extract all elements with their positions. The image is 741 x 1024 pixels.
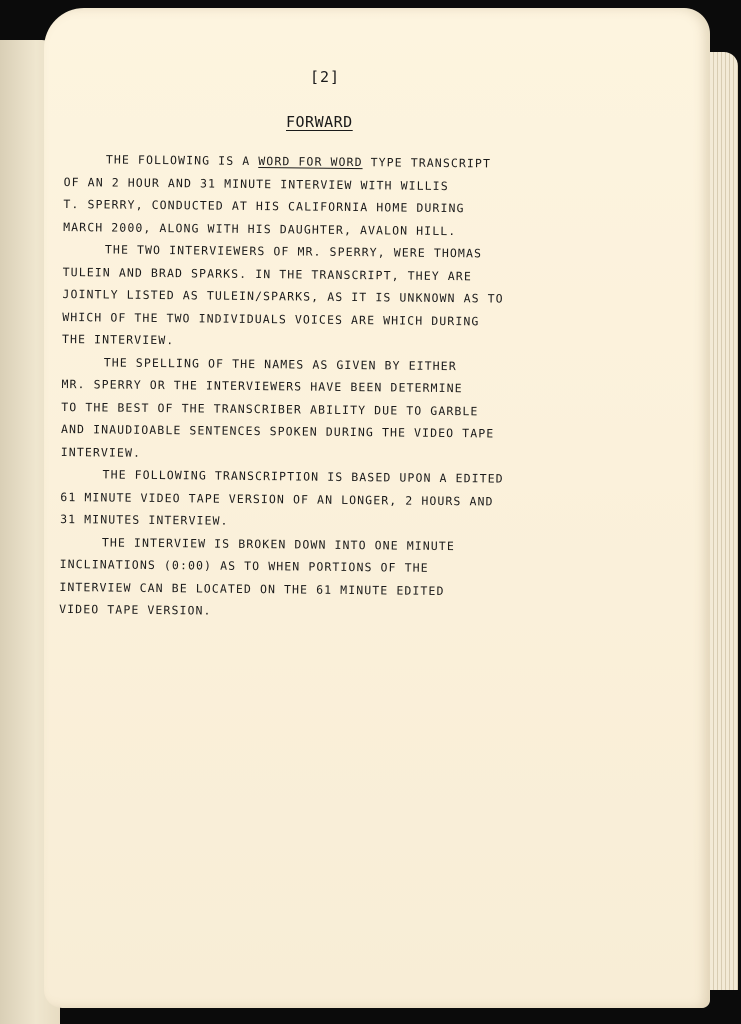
paragraph-1-rest: TYPE TRANSCRIPT OF AN 2 HOUR AND 31 MINUTE INTERVIEW WITH WILLIS T. SPERRY, CONDUCTED AT HIS CALIFORNIA HOME DURING MARCH 2000, ALONG WITH HIS DAUGHTER, AVALON HILL. [63,155,492,238]
paragraph-2: THE TWO INTERVIEWERS OF MR. SPERRY, WERE THOMAS TULEIN AND BRAD SPARKS. IN THE TRANSCRIPT, THEY ARE JOINTLY LISTED AS TULEIN/SPARKS, AS IT IS UNKNOWN AS TO WHICH OF THE TWO INDIVIDUALS VOICES ARE WHICH DURING THE INTERVIEW. [61,242,504,348]
paragraph-1 [63,148,664,244]
paragraph-5: THE INTERVIEW IS BROKEN DOWN INTO ONE MINUTE INCLINATIONS (0:00) AS TO WHEN PORTIONS OF THE INTERVIEW CAN BE LOCATED ON THE 61 MINUTE EDITED VIDEO TAPE VERSION. [59,534,455,618]
emphasis-word-for-word: WORD FOR WORD [258,154,363,170]
document-page [44,8,710,1008]
page-title: FORWARD [286,113,353,131]
body-text [59,148,664,627]
paragraph-1-start: THE FOLLOWING IS A [105,152,259,169]
page-number: [2] [310,68,341,86]
paragraph-4: THE FOLLOWING TRANSCRIPTION IS BASED UPON A EDITED 61 MINUTE VIDEO TAPE VERSION OF AN LONGER, 2 HOURS AND 31 MINUTES INTERVIEW. [60,467,504,528]
paragraph-3: THE SPELLING OF THE NAMES AS GIVEN BY EITHER MR. SPERRY OR THE INTERVIEWERS HAVE BEEN DETERMINE TO THE BEST OF THE TRANSCRIBER ABILITY DUE TO GARBLE AND INAUDIOABLE SENTENCES SPOKEN DURING THE VIDEO TAPE INTERVIEW. [60,354,495,460]
